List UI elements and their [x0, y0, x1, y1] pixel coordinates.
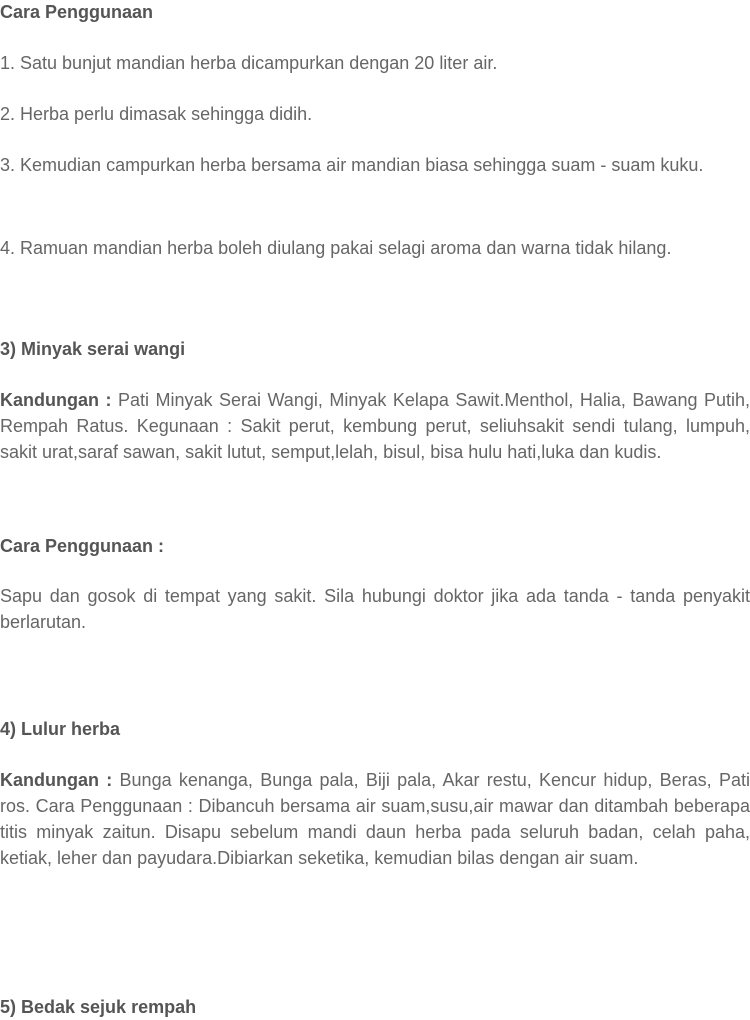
section-5-title: 5) Bedak sejuk rempah: [0, 997, 197, 1017]
section-3-content-text: Pati Minyak Serai Wangi, Minyak Kelapa Sawit.Menthol, Halia, Bawang Putih, Rempah Ratus. Kegunaan : Sakit perut, kembung perut, seliuhsakit sendi tulang, lumpuh, sakit urat,saraf sawan, sakit lutut, semput,lelah, bisul, bisa hulu hati,luka dan kudis.: [0, 390, 750, 462]
section-4-title: 4) Lulur herba: [0, 719, 121, 739]
section-3-content-label: Kandungan :: [0, 390, 112, 410]
section-3-content: [0, 387, 750, 465]
section-3-title: 3) Minyak serai wangi: [0, 339, 186, 359]
usage-step-2: 2. Herba perlu dimasak sehingga didih.: [0, 104, 313, 124]
section-3-usage-title: Cara Penggunaan :: [0, 536, 165, 556]
usage-heading: Cara Penggunaan: [0, 2, 154, 22]
usage-step-4: 4. Ramuan mandian herba boleh diulang pakai selagi aroma dan warna tidak hilang.: [0, 238, 672, 258]
usage-step-1: 1. Satu bunjut mandian herba dicampurkan dengan 20 liter air.: [0, 53, 498, 73]
section-3-usage-text: Sapu dan gosok di tempat yang sakit. Sila hubungi doktor jika ada tanda - tanda penyakit berlarutan.: [0, 586, 750, 632]
section-4-content: [0, 767, 750, 871]
section-4-content-text: Bunga kenanga, Bunga pala, Biji pala, Akar restu, Kencur hidup, Beras, Pati ros. Cara Penggunaan : Dibancuh bersama air suam,susu,air mawar dan ditambah beberapa titis minyak zaitun. Disapu sebelum mandi daun herba pada seluruh badan, celah paha, ketiak, leher dan payudara.Dibiarkan seketika, kemudian bilas dengan air suam.: [0, 770, 750, 868]
section-4-content-label: Kandungan :: [0, 770, 113, 790]
usage-step-3: 3. Kemudian campurkan herba bersama air mandian biasa sehingga suam - suam kuku.: [0, 155, 704, 175]
